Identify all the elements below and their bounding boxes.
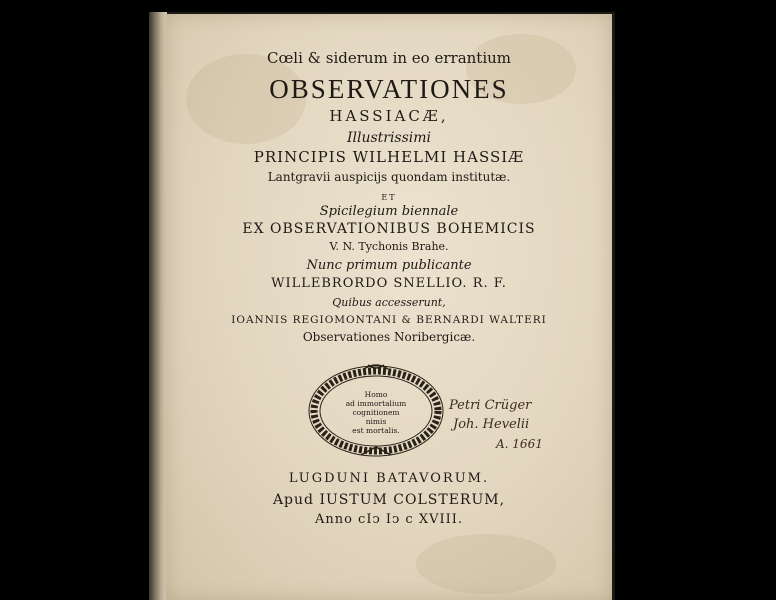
text-nunc-primum: Nunc primum publicante (306, 258, 472, 273)
title-page (166, 14, 612, 600)
imprint-place: LUGDUNI BATAVORUM. (288, 471, 490, 486)
text-quibus: Quibus accesserunt, (332, 296, 446, 309)
text-noribergicae: Observationes Noribergicæ. (302, 330, 476, 344)
text-lantgravii: Lantgravii auspicijs quondam institutæ. (267, 170, 511, 184)
text-tycho-brahe: V. N. Tychonis Brahe. (329, 240, 449, 253)
text-prince-wilhelm: PRINCIPIS WILHELMI HASSIÆ (253, 148, 525, 166)
motto-line: Homo (364, 390, 388, 399)
motto-line: ad immortalium (345, 399, 407, 408)
handwritten-signature-2: Joh. Hevelii (453, 417, 530, 432)
motto-line: cognitionem nimis (352, 408, 400, 426)
text-observationibus: EX OBSERVATIONIBUS BOHEMICIS (242, 221, 536, 237)
subtitle-line: Cœli & siderum in eo errantium (266, 49, 512, 67)
book-spine (149, 12, 167, 600)
title-hassiacae: HASSIACÆ, (329, 107, 449, 125)
motto-line: est mortalis. (352, 426, 400, 435)
imprint-printer: Apud IUSTUM COLSTERUM, (272, 492, 506, 508)
paper-stain (416, 534, 556, 594)
handwritten-date: A. 1661 (496, 437, 543, 451)
text-snellio: WILLEBRORDO SNELLIO. R. F. (271, 276, 507, 291)
handwritten-signature-1: Petri Crüger (449, 398, 532, 413)
main-title: OBSERVATIONES (269, 74, 509, 104)
text-regiomontani: IOANNIS REGIOMONTANI & BERNARDI WALTERI (231, 314, 547, 326)
text-et: ET (381, 193, 397, 202)
text-illustrissimi: Illustrissimi (346, 130, 432, 146)
printer-motto (341, 390, 411, 435)
text-spicilegium: Spicilegium biennale (319, 204, 459, 219)
imprint-year: Anno cIↄ Iↄ c XVIII. (314, 512, 464, 527)
